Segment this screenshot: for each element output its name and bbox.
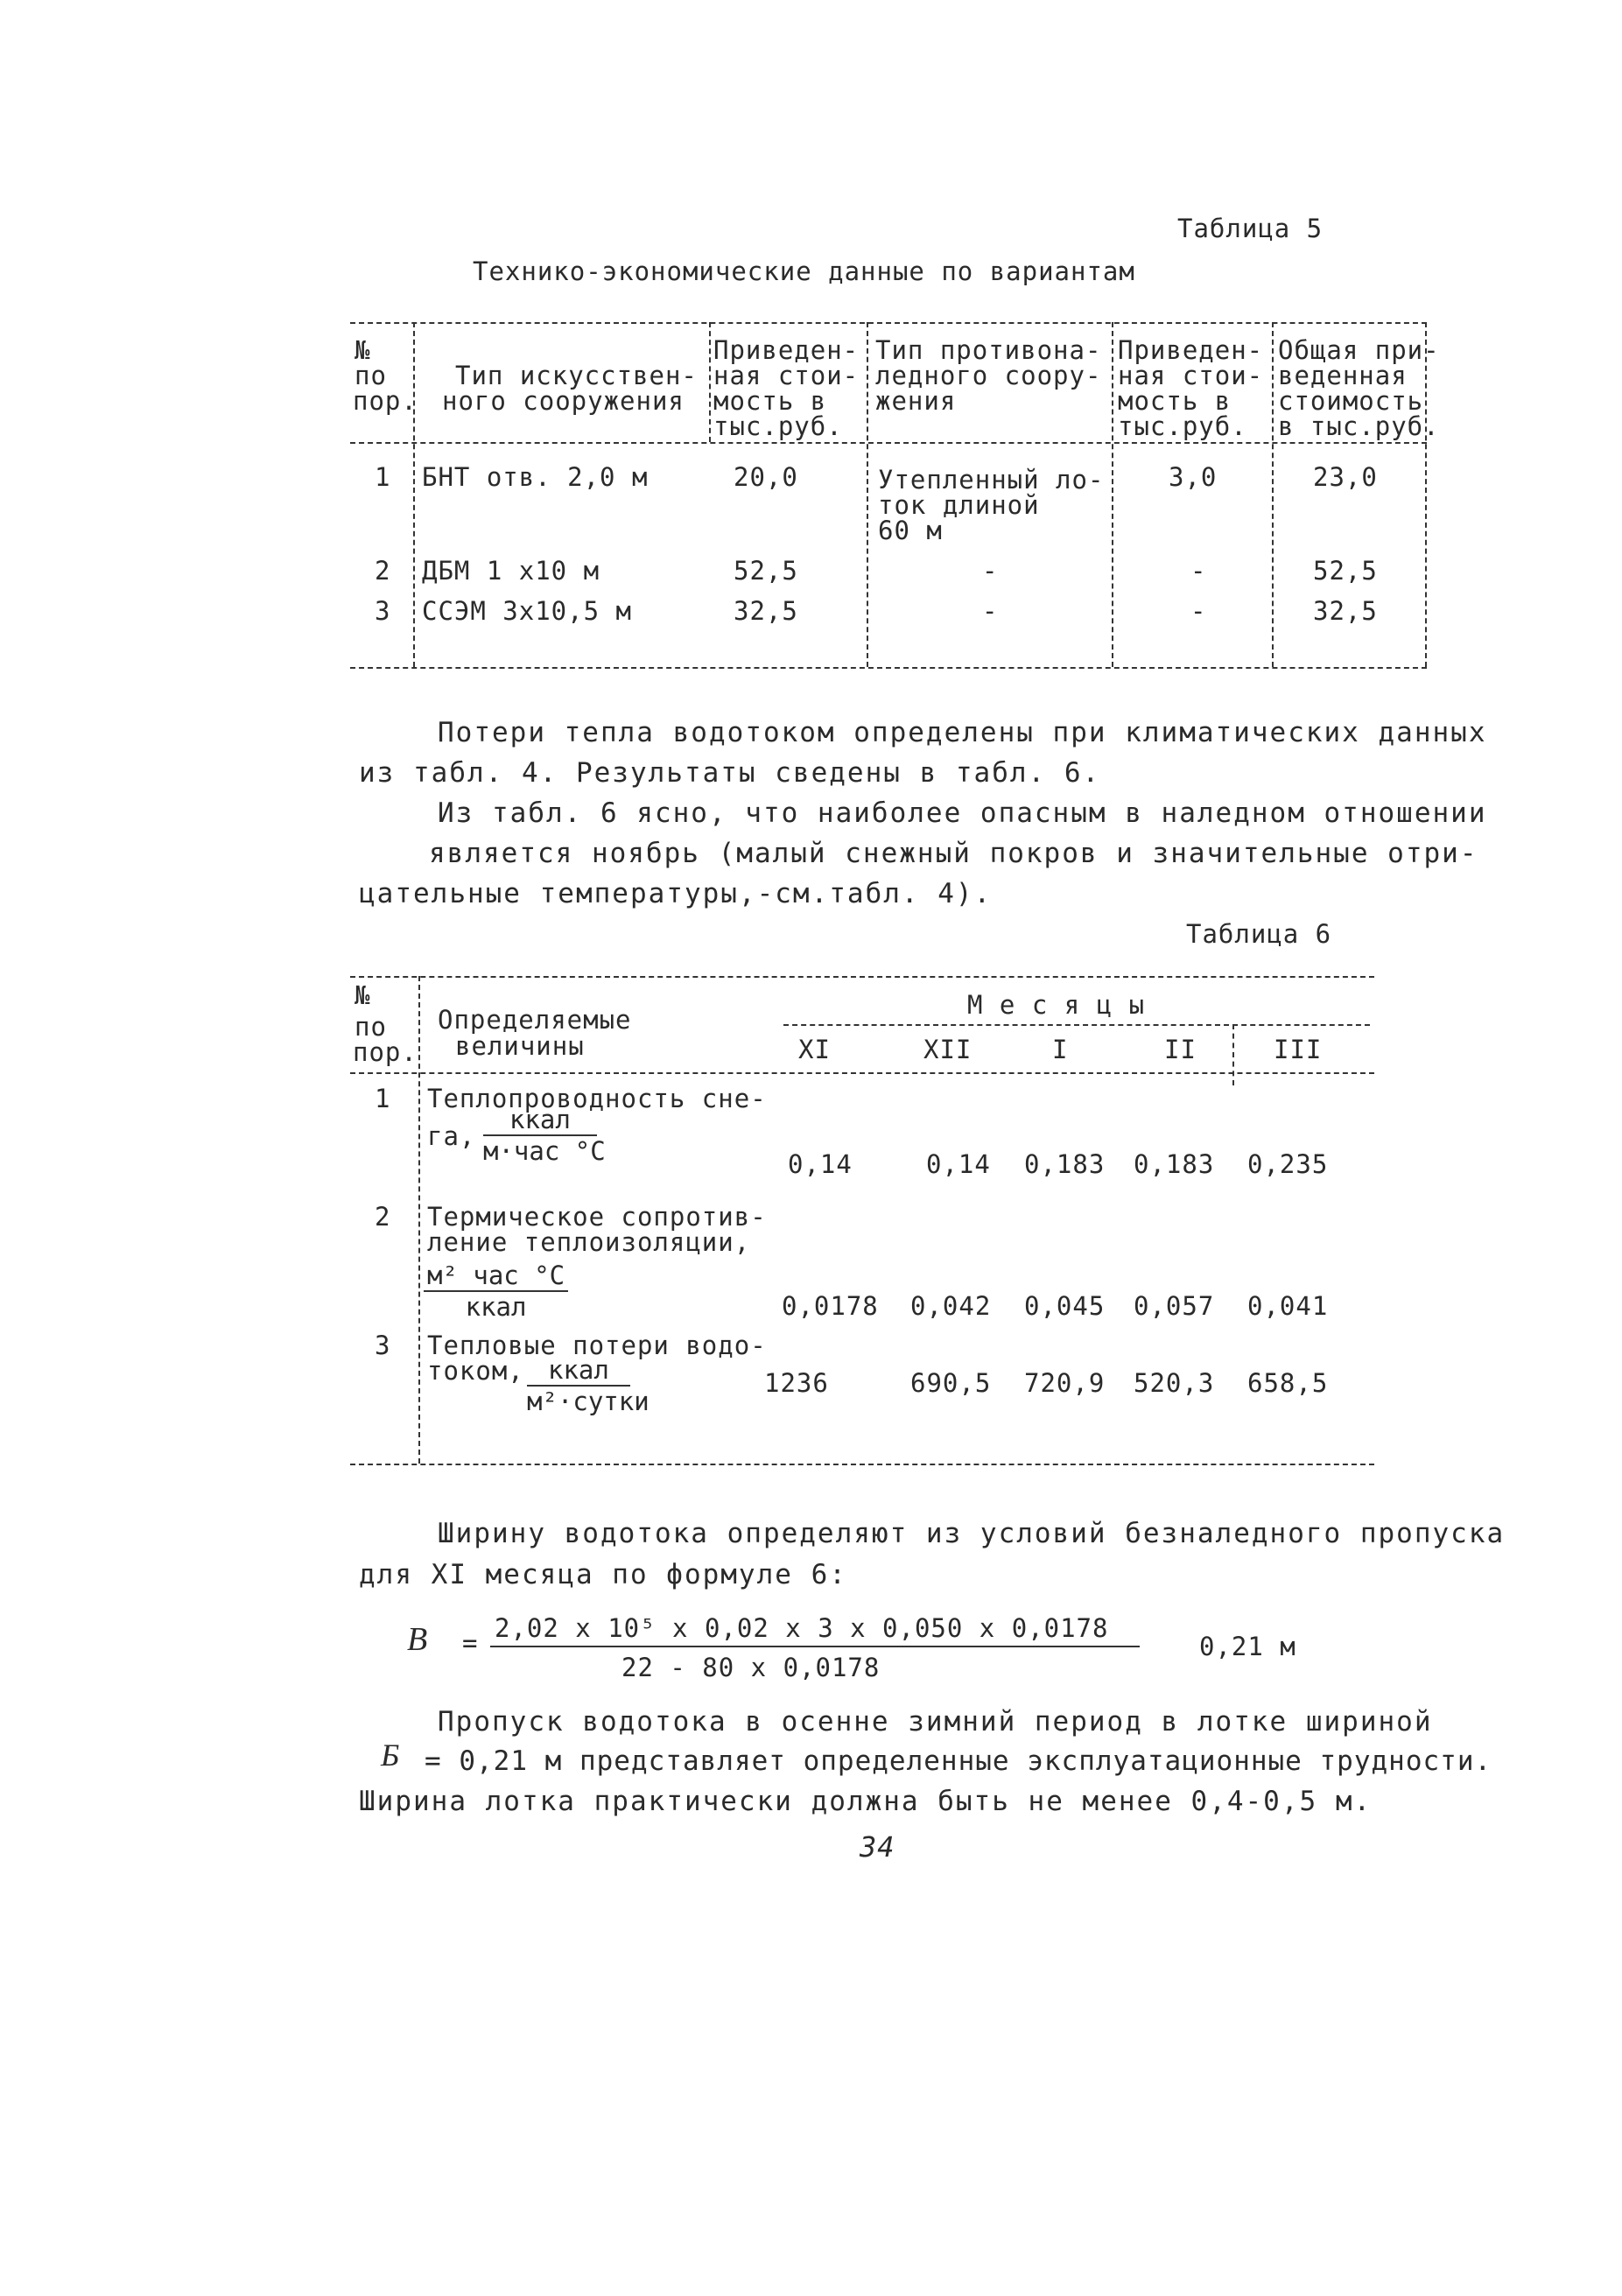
t6-row2-v1: 0,0178 <box>782 1291 879 1321</box>
t5-head-total-2: веденная <box>1278 361 1408 390</box>
t6-row2-v4: 0,057 <box>1134 1291 1215 1321</box>
t5-head-cost-3: мость в <box>713 386 827 416</box>
t6-row3-v1: 1236 <box>764 1368 829 1398</box>
t5-row1-anti-1: Утепленный ло- <box>878 465 1105 495</box>
t5-row1-total: 23,0 <box>1313 462 1378 492</box>
t6-row2-v5: 0,041 <box>1247 1291 1329 1321</box>
para2-line2: для XI месяца по формуле 6: <box>359 1559 847 1590</box>
t6-head-months: М е с я ц ы <box>967 990 1146 1020</box>
t5-head-num-2: по <box>355 361 387 390</box>
t5-row3-num: 3 <box>375 596 391 626</box>
t5-head-acost-2: ная стои- <box>1118 361 1264 390</box>
t5-row1-cost: 20,0 <box>734 462 798 492</box>
t6-row2-label-1: Термическое сопротив- <box>427 1202 767 1232</box>
para3-line2: = 0,21 м представляет определенные эксплуатационные трудности. <box>425 1745 1492 1777</box>
t6-month-xii: XII <box>923 1035 972 1064</box>
page-number: 34 <box>860 1830 895 1864</box>
para3-line1: Пропуск водотока в осенне зимний период в лотке шириной <box>438 1706 1433 1738</box>
t6-head-qty-2: величины <box>455 1031 585 1061</box>
t5-row1-type: БНТ отв. 2,0 м <box>422 462 649 492</box>
t6-row3-unit: ккал м²·сутки <box>527 1355 650 1416</box>
t5-row3-acost: - <box>1190 596 1207 626</box>
t5-row2-acost: - <box>1190 556 1207 586</box>
t6-row1-v1: 0,14 <box>788 1149 853 1179</box>
t6-row2-v2: 0,042 <box>910 1291 992 1321</box>
para1-line2: из табл. 4. Результаты сведены в табл. 6. <box>359 757 1101 789</box>
formula-numerator: 2,02 х 10⁵ х 0,02 х 3 х 0,050 х 0,0178 <box>495 1613 1109 1643</box>
table5-caption: Таблица 5 <box>1177 214 1324 243</box>
para3-line3: Ширина лотка практически должна быть не менее 0,4-0,5 м. <box>359 1786 1373 1817</box>
t5-row3-cost: 32,5 <box>734 596 798 626</box>
table5-title: Технико-экономические данные по вариантам <box>473 256 1135 286</box>
t5-row1-anti-3: 60 м <box>878 516 943 545</box>
formula-eq: = <box>462 1628 479 1658</box>
para1-line5: цательные температуры,-см.табл. 4). <box>359 878 993 909</box>
t5-head-num-1: № <box>355 335 371 365</box>
t6-row3-v3: 720,9 <box>1024 1368 1106 1398</box>
t6-head-qty-1: Определяемые <box>438 1005 632 1035</box>
t5-head-anti-3: жения <box>875 386 957 416</box>
t6-month-ii: II <box>1164 1035 1197 1064</box>
t6-row1-unit: ккал м·час °С <box>483 1105 606 1166</box>
t5-head-anti-2: ледного соору- <box>875 361 1102 390</box>
t5-row2-anti: - <box>982 556 999 586</box>
t5-row1-acost: 3,0 <box>1169 462 1218 492</box>
t5-head-cost-4: тыс.руб. <box>713 411 843 441</box>
para2-line1: Ширину водотока определяют из условий безналедного пропуска <box>438 1518 1506 1549</box>
table6-caption: Таблица 6 <box>1186 919 1332 949</box>
t6-month-xi: XI <box>798 1035 831 1064</box>
t5-row1-anti-2: ток длиной <box>878 490 1040 520</box>
t6-row3-v4: 520,3 <box>1134 1368 1215 1398</box>
t6-row1-v4: 0,183 <box>1134 1149 1215 1179</box>
formula-result: 0,21 м <box>1199 1632 1296 1661</box>
para3-symbol: Б <box>381 1738 401 1773</box>
para1-line1: Потери тепла водотоком определены при климатических данных <box>438 717 1487 748</box>
t6-row1-label-1: Теплопроводность сне- <box>427 1084 767 1113</box>
t5-head-cost-1: Приведен- <box>713 335 860 365</box>
t5-head-type-2: ного сооружения <box>442 386 685 416</box>
t6-row1-v5: 0,235 <box>1247 1149 1329 1179</box>
t5-row3-total: 32,5 <box>1313 596 1378 626</box>
t6-month-iii: III <box>1274 1035 1323 1064</box>
t6-row3-num: 3 <box>375 1331 391 1360</box>
t6-row1-v3: 0,183 <box>1024 1149 1106 1179</box>
t5-head-cost-2: ная стои- <box>713 361 860 390</box>
t5-head-acost-1: Приведен- <box>1118 335 1264 365</box>
t6-head-num-1: № <box>355 980 371 1010</box>
t5-row2-num: 2 <box>375 556 391 586</box>
para1-line3: Из табл. 6 ясно, что наиболее опасным в наледном отношении <box>438 797 1487 829</box>
formula-denominator: 22 - 80 х 0,0178 <box>621 1653 881 1682</box>
t5-head-anti-1: Тип противона- <box>875 335 1102 365</box>
t5-row2-cost: 52,5 <box>734 556 798 586</box>
t5-row3-anti: - <box>982 596 999 626</box>
t5-head-type-1: Тип искусствен- <box>455 361 698 390</box>
t6-head-num-2: по <box>355 1012 387 1042</box>
t6-row3-label-2: током, <box>427 1356 524 1386</box>
t6-row1-label-2: га, <box>427 1121 476 1151</box>
t5-row3-type: ССЭМ 3х10,5 м <box>422 596 632 626</box>
t6-row2-v3: 0,045 <box>1024 1291 1106 1321</box>
t6-row3-v5: 658,5 <box>1247 1368 1329 1398</box>
t6-row2-unit: м² час °С ккал <box>424 1260 568 1322</box>
t5-row1-num: 1 <box>375 462 391 492</box>
t5-head-num-3: пор. <box>353 386 418 416</box>
t6-row3-label-1: Тепловые потери водо- <box>427 1331 767 1360</box>
t5-head-acost-4: тыс.руб. <box>1118 411 1247 441</box>
t5-head-acost-3: мость в <box>1118 386 1232 416</box>
para1-line4: является ноябрь (малый снежный покров и значительные отри- <box>429 838 1478 869</box>
t6-row1-v2: 0,14 <box>926 1149 991 1179</box>
t6-row1-num: 1 <box>375 1084 391 1113</box>
t6-row2-label-2: ление теплоизоляции, <box>427 1227 751 1257</box>
t6-month-i: I <box>1052 1035 1069 1064</box>
t6-row3-v2: 690,5 <box>910 1368 992 1398</box>
t5-head-total-3: стоимость <box>1278 386 1424 416</box>
t5-head-total-1: Общая при- <box>1278 335 1440 365</box>
t5-row2-total: 52,5 <box>1313 556 1378 586</box>
t5-head-total-4: в тыс.руб. <box>1278 411 1440 441</box>
t5-row2-type: ДБМ 1 х10 м <box>422 556 600 586</box>
t6-head-num-3: пор. <box>353 1037 418 1067</box>
formula-lhs: B <box>407 1621 429 1658</box>
t6-row2-num: 2 <box>375 1202 391 1232</box>
